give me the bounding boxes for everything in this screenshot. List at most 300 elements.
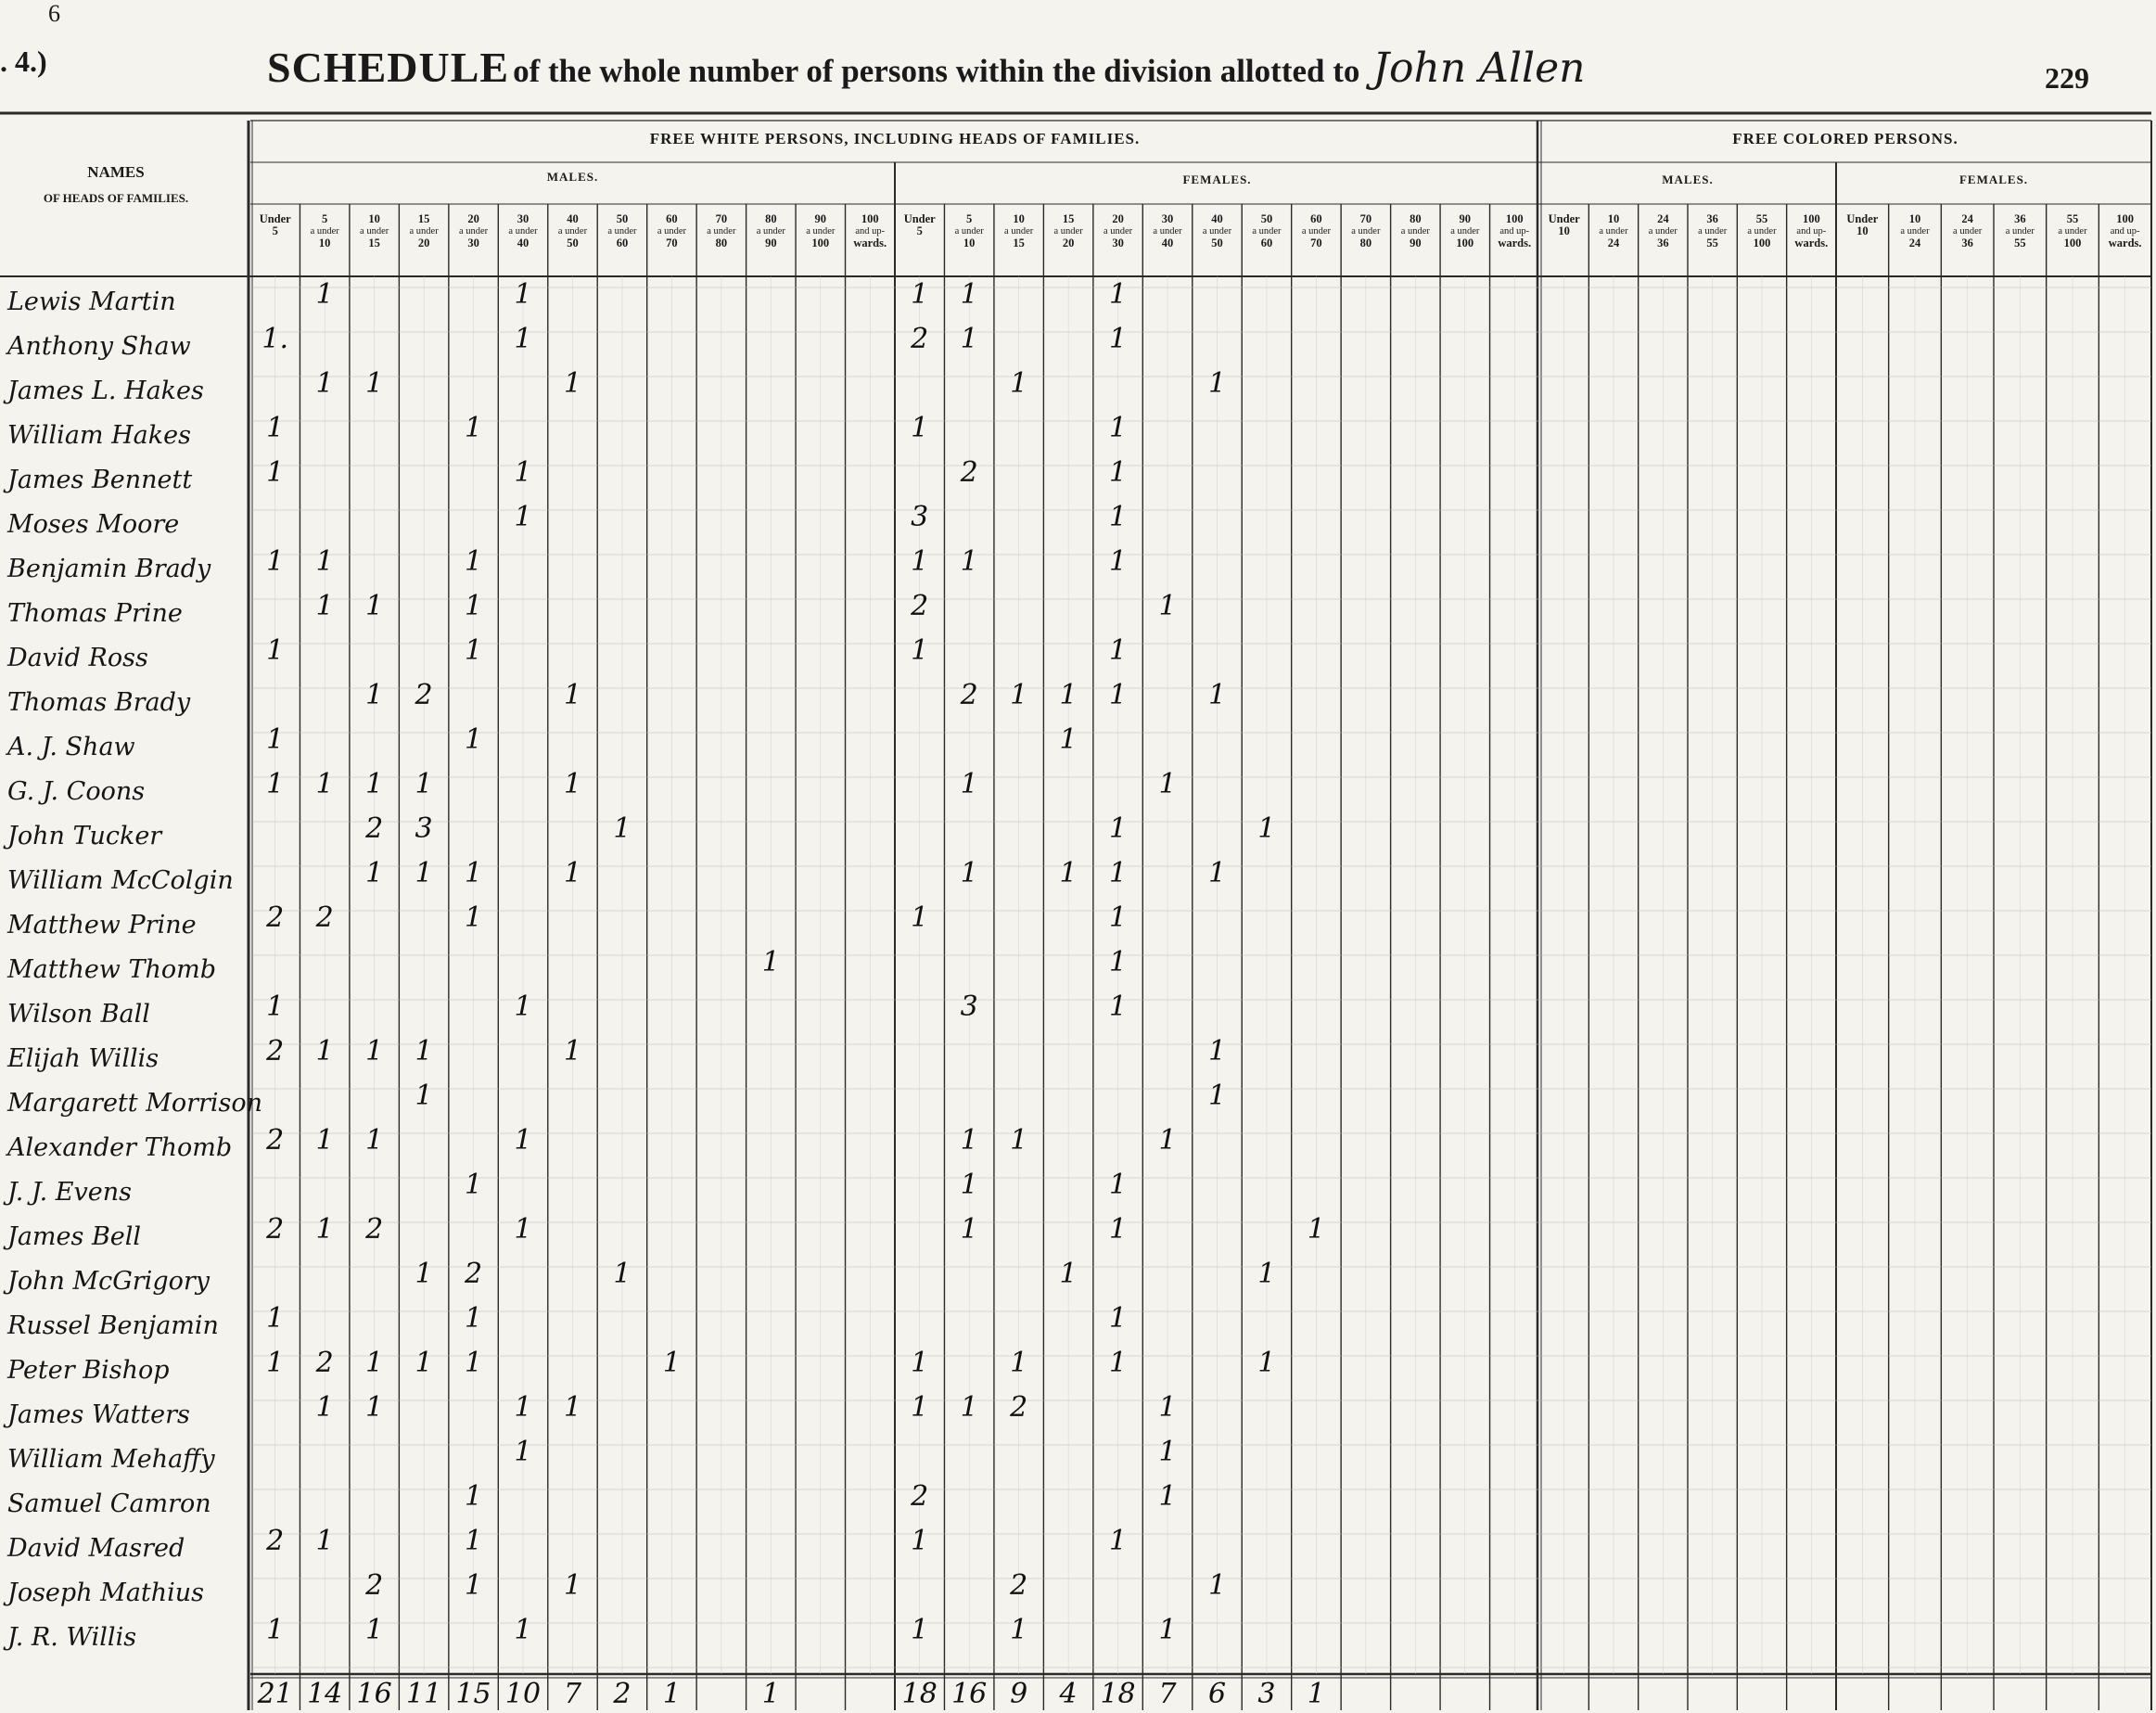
tally-cell: 1 <box>1109 412 1128 444</box>
tally-cell: 2 <box>1010 1391 1028 1424</box>
tally-cell: 1 <box>911 901 929 934</box>
head-of-family-name: David Ross <box>7 644 148 672</box>
total-cell: 7 <box>1158 1678 1177 1710</box>
tally-cell: 1 <box>1257 812 1276 845</box>
title-schedule: SCHEDULE <box>267 44 510 91</box>
free-white-heading: FREE WHITE PERSONS, INCLUDING HEADS OF FAMILIES. <box>649 130 1141 147</box>
tally-cell: 1 <box>465 412 483 444</box>
tally-cell: 1. <box>262 323 289 355</box>
tally-cell: 1 <box>1207 679 1227 711</box>
tally-cell: 1 <box>1307 1213 1325 1246</box>
age-column-heading-top: 5 <box>966 212 973 225</box>
age-column-heading <box>1093 213 1142 249</box>
tally-cell: 2 <box>266 1525 285 1557</box>
tally-cell: 1 <box>960 1391 978 1424</box>
age-column-heading-mid: a under <box>360 226 389 236</box>
tally-cell: 1 <box>514 1213 532 1246</box>
age-column-heading <box>1941 213 1994 249</box>
total-cell: 1 <box>1307 1678 1325 1710</box>
tally-cell: 1 <box>1109 501 1128 533</box>
page-title <box>267 43 1585 92</box>
tally-cell: 1 <box>613 812 631 845</box>
total-cell: 18 <box>901 1678 938 1710</box>
age-column-heading-bot: 30 <box>467 236 479 249</box>
tally-cell: 1 <box>1158 1124 1177 1157</box>
tally-cell: 1 <box>1158 1614 1177 1646</box>
tally-cell: 2 <box>911 1480 929 1513</box>
tally-cell: 1 <box>1207 1035 1227 1067</box>
age-column-heading <box>548 213 597 249</box>
age-column-heading-mid: a under <box>954 226 984 236</box>
tally-cell: 1 <box>465 1480 483 1513</box>
tally-cell: 1 <box>315 1391 334 1424</box>
age-column-heading-bot: 5 <box>916 224 923 237</box>
total-cell: 9 <box>1010 1678 1028 1710</box>
age-column-heading-mid: a under <box>1400 226 1430 236</box>
total-cell: 14 <box>307 1678 343 1710</box>
age-column-heading-mid: and up- <box>855 226 886 236</box>
age-column-heading <box>1836 213 1889 237</box>
age-column-heading <box>498 213 547 249</box>
age-column-heading <box>1539 213 1588 237</box>
tally-cell: 1 <box>514 1391 532 1424</box>
age-column-heading-top: 70 <box>715 212 728 225</box>
age-column-heading-bot: 90 <box>1410 236 1422 249</box>
age-column-heading-mid: a under <box>1747 226 1777 236</box>
age-column-heading <box>1787 213 1836 249</box>
tally-cell: 1 <box>266 991 285 1023</box>
tally-cell: 1 <box>514 1436 532 1468</box>
tally-cell: 3 <box>960 991 978 1023</box>
age-column-heading-mid: a under <box>458 226 489 236</box>
age-column-heading <box>1391 213 1440 249</box>
tally-cell: 1 <box>266 634 285 667</box>
age-column-heading <box>300 213 349 249</box>
head-of-family-name: Russel Benjamin <box>7 1311 219 1340</box>
marshal-signature: John Allen <box>1372 45 1586 92</box>
head-of-family-name: Lewis Martin <box>7 288 176 316</box>
age-column-heading <box>2099 213 2151 249</box>
head-of-family-name: James L. Hakes <box>7 377 204 405</box>
age-column-heading-top: 5 <box>322 212 328 225</box>
tally-cell: 1 <box>1109 1169 1128 1201</box>
head-of-family-name: Matthew Prine <box>7 911 197 940</box>
title-rest: of the whole number of persons within the division allotted to <box>513 53 1360 89</box>
age-column-heading-mid: a under <box>1698 226 1728 236</box>
age-column-heading-top: 40 <box>1211 212 1223 225</box>
age-column-heading-bot: wards. <box>2108 236 2142 249</box>
age-column-heading-bot: 10 <box>1856 224 1869 237</box>
tally-cell: 1 <box>911 545 929 578</box>
age-column-heading-top: 40 <box>567 212 579 225</box>
tally-cell: 1 <box>1109 1302 1128 1335</box>
tally-cell: 3 <box>415 812 433 845</box>
age-column-heading <box>1639 213 1688 249</box>
total-cell: 18 <box>1100 1678 1136 1710</box>
tally-cell: 1 <box>365 1124 384 1157</box>
age-column-heading-mid: a under <box>1103 226 1133 236</box>
age-column-heading <box>449 213 498 249</box>
tally-cell: 2 <box>365 1213 384 1246</box>
head-of-family-name: David Masred <box>7 1534 185 1563</box>
age-column-heading <box>796 213 845 249</box>
tally-cell: 1 <box>960 857 978 889</box>
tally-cell: 1 <box>315 1035 334 1067</box>
tally-cell: 1 <box>1109 1525 1128 1557</box>
tally-cell: 1 <box>563 367 582 400</box>
tally-cell: 1 <box>465 634 483 667</box>
names-heading: NAMES <box>87 163 145 181</box>
tally-cell: 1 <box>465 1169 483 1201</box>
age-column-heading-top: 100 <box>1505 212 1524 225</box>
age-column-heading-top: 24 <box>1961 212 1973 225</box>
tally-cell: 2 <box>911 323 929 355</box>
tally-cell: 1 <box>465 1347 483 1379</box>
age-column-heading-top: 60 <box>666 212 678 225</box>
age-column-heading <box>1588 213 1638 249</box>
age-column-heading <box>1440 213 1489 249</box>
age-column-heading-mid: a under <box>310 226 339 236</box>
tally-cell: 1 <box>1109 679 1128 711</box>
tally-cell: 1 <box>1207 1569 1227 1602</box>
total-cell: 21 <box>257 1678 293 1710</box>
age-column-heading-bot: 15 <box>1013 236 1025 249</box>
names-subheading: OF HEADS OF FAMILIES. <box>43 191 189 205</box>
tally-cell: 2 <box>266 1035 285 1067</box>
age-column-heading <box>1490 213 1539 249</box>
age-column-heading-top: 24 <box>1657 212 1669 225</box>
total-cell: 10 <box>504 1678 542 1710</box>
age-column-heading <box>597 213 646 249</box>
tally-cell: 1 <box>514 456 532 489</box>
tally-cell: 1 <box>315 1213 334 1246</box>
tally-cell: 1 <box>514 1124 532 1157</box>
age-column-heading-mid: a under <box>1301 226 1332 236</box>
total-cell: 16 <box>356 1678 392 1710</box>
tally-cell: 1 <box>960 545 978 578</box>
age-column-heading-bot: 5 <box>272 224 278 237</box>
tally-cell: 2 <box>315 901 334 934</box>
tally-cell: 1 <box>415 1035 433 1067</box>
age-column-heading-bot: 60 <box>616 236 629 249</box>
age-column-heading <box>1043 213 1092 249</box>
head-of-family-name: Elijah Willis <box>7 1044 159 1073</box>
head-of-family-name: J. R. Willis <box>7 1623 137 1652</box>
tally-cell: 1 <box>1109 1347 1128 1379</box>
tally-cell: 1 <box>266 1347 285 1379</box>
tally-cell: 1 <box>1059 857 1078 889</box>
age-column-heading-bot: 20 <box>1062 236 1075 249</box>
tally-cell: 1 <box>960 768 978 800</box>
tally-cell: 1 <box>1010 679 1028 711</box>
tally-cell: 2 <box>415 679 433 711</box>
age-column-heading <box>944 213 993 249</box>
head-of-family-name: William McColgin <box>7 866 234 895</box>
tally-cell: 1 <box>960 1124 978 1157</box>
white-males-heading: MALES. <box>546 170 599 184</box>
age-column-heading-bot: 50 <box>1211 236 1223 249</box>
age-column-heading-top: 100 <box>2116 212 2135 225</box>
age-column-heading-bot: wards. <box>1794 236 1829 249</box>
tally-cell: 1 <box>315 590 334 622</box>
tally-cell: 1 <box>1010 1124 1028 1157</box>
age-column-heading <box>1341 213 1390 249</box>
tally-cell: 1 <box>514 278 532 311</box>
age-column-heading-mid: a under <box>1053 226 1083 236</box>
tally-cell: 1 <box>1109 901 1128 934</box>
tally-cell: 1 <box>465 1569 483 1602</box>
age-column-heading-top: 10 <box>1908 212 1921 225</box>
tally-cell: 1 <box>563 1035 582 1067</box>
tally-cell: 1 <box>911 634 929 667</box>
age-column-heading-mid: a under <box>1004 226 1034 236</box>
white-females-heading: FEMALES. <box>1182 173 1252 186</box>
age-column-heading-mid: a under <box>607 226 637 236</box>
head-of-family-name: John McGrigory <box>7 1267 210 1296</box>
tally-cell: 1 <box>1158 1436 1177 1468</box>
head-of-family-name: Moses Moore <box>7 510 180 539</box>
age-column-heading-top: 55 <box>2066 212 2079 225</box>
tally-cell: 1 <box>1158 768 1177 800</box>
age-column-heading-mid: a under <box>1953 226 1983 236</box>
age-column-heading-bot: 100 <box>2063 236 2082 249</box>
tally-cell: 1 <box>1257 1347 1276 1379</box>
tally-cell: 1 <box>960 1169 978 1201</box>
age-column-heading-bot: 100 <box>1753 236 1771 249</box>
tally-cell: 1 <box>315 1124 334 1157</box>
age-column-heading-top: 10 <box>1607 212 1620 225</box>
head-of-family-name: William Hakes <box>7 421 191 450</box>
tally-cell: 3 <box>911 501 929 533</box>
tally-cell: 1 <box>563 1569 582 1602</box>
free-colored-heading: FREE COLORED PERSONS. <box>1732 130 1958 147</box>
age-column-heading-top: 20 <box>1112 212 1124 225</box>
age-column-heading <box>1142 213 1192 249</box>
age-column-heading <box>1292 213 1341 249</box>
age-column-heading-bot: wards. <box>853 236 887 249</box>
tally-cell: 1 <box>613 1258 631 1290</box>
tally-cell: 1 <box>1059 679 1078 711</box>
age-column-heading-bot: 36 <box>1961 236 1973 249</box>
age-column-heading-top: 90 <box>1459 212 1472 225</box>
age-column-heading-top: 10 <box>368 212 380 225</box>
head-of-family-name: A. J. Shaw <box>7 733 135 761</box>
total-cell: 2 <box>613 1678 631 1710</box>
age-column-heading <box>1193 213 1242 249</box>
tally-cell: 1 <box>266 545 285 578</box>
tally-cell: 1 <box>365 679 384 711</box>
age-column-heading-mid: a under <box>707 226 736 236</box>
tally-cell: 1 <box>1207 367 1227 400</box>
age-column-heading <box>1688 213 1737 249</box>
tally-cell: 1 <box>365 1035 384 1067</box>
tally-cell: 1 <box>761 946 780 978</box>
tally-cell: 1 <box>1158 1391 1177 1424</box>
total-cell: 6 <box>1207 1678 1227 1710</box>
tally-cell: 1 <box>365 1391 384 1424</box>
age-column-heading-mid: and up- <box>1796 226 1827 236</box>
age-column-heading-mid: a under <box>806 226 836 236</box>
age-column-heading-mid: a under <box>657 226 687 236</box>
tally-cell: 1 <box>465 1525 483 1557</box>
age-column-heading-top: 30 <box>517 212 529 225</box>
tally-cell: 2 <box>911 590 929 622</box>
tally-cell: 1 <box>1010 1347 1028 1379</box>
tally-cell: 1 <box>1109 946 1128 978</box>
tally-cell: 2 <box>365 1569 384 1602</box>
head-of-family-name: Alexander Thomb <box>7 1133 233 1162</box>
tally-cell: 2 <box>465 1258 483 1290</box>
tally-cell: 1 <box>911 278 929 311</box>
age-column-heading-bot: 70 <box>1310 236 1322 249</box>
tally-cell: 1 <box>563 679 582 711</box>
tally-cell: 1 <box>1109 456 1128 489</box>
tally-cell: 1 <box>1109 1213 1128 1246</box>
tally-cell: 1 <box>415 1258 433 1290</box>
tally-cell: 1 <box>563 768 582 800</box>
age-column-heading-bot: 10 <box>318 236 331 249</box>
tally-cell: 1 <box>315 367 334 400</box>
age-column-heading-bot: 40 <box>517 236 529 249</box>
age-column-heading-mid: a under <box>756 226 785 236</box>
head-of-family-name: J. J. Evens <box>7 1178 132 1207</box>
age-column-heading-bot: 55 <box>1706 236 1718 249</box>
tally-cell: 1 <box>465 1302 483 1335</box>
tally-cell: 2 <box>960 679 978 711</box>
age-column-heading-bot: 100 <box>811 236 830 249</box>
total-cell: 1 <box>761 1678 780 1710</box>
tally-cell: 1 <box>365 367 384 400</box>
age-column-heading-top: 15 <box>417 212 430 225</box>
tally-cell: 1 <box>1207 857 1227 889</box>
tally-cell: 1 <box>514 991 532 1023</box>
corner-mark: 6 <box>48 0 60 27</box>
age-column-heading-top: 20 <box>467 212 479 225</box>
tally-cell: 1 <box>1109 991 1128 1023</box>
age-column-heading-bot: 24 <box>1908 236 1921 249</box>
total-cell: 4 <box>1059 1678 1078 1710</box>
tally-cell: 1 <box>415 1347 433 1379</box>
head-of-family-name: William Mehaffy <box>7 1445 215 1474</box>
head-of-family-name: Peter Bishop <box>7 1356 170 1385</box>
tally-cell: 2 <box>266 901 285 934</box>
age-column-heading-mid: a under <box>1153 226 1182 236</box>
age-column-heading <box>696 213 746 249</box>
age-column-heading-bot: 70 <box>666 236 678 249</box>
age-column-heading-top: 100 <box>1802 212 1820 225</box>
age-column-heading-mid: a under <box>2005 226 2035 236</box>
tally-cell: 2 <box>960 456 978 489</box>
tally-cell: 1 <box>1109 545 1128 578</box>
age-column-heading <box>1242 213 1291 249</box>
left-fragment: . 4.) <box>0 45 47 78</box>
total-cell: 7 <box>563 1678 582 1710</box>
age-column-heading <box>994 213 1043 249</box>
tally-cell: 1 <box>1109 634 1128 667</box>
tally-cell: 1 <box>365 768 384 800</box>
colored-males-heading: MALES. <box>1662 173 1714 186</box>
age-column-heading-top: 100 <box>861 212 879 225</box>
total-cell: 3 <box>1257 1678 1276 1710</box>
tally-cell: 1 <box>365 590 384 622</box>
age-column-heading-mid: and up- <box>2110 226 2140 236</box>
tally-cell: 1 <box>315 1525 334 1557</box>
tally-cell: 1 <box>960 278 978 311</box>
tally-cell: 1 <box>266 723 285 756</box>
age-column-heading-bot: 90 <box>765 236 777 249</box>
tally-cell: 2 <box>1010 1569 1028 1602</box>
age-column-heading-mid: a under <box>409 226 439 236</box>
age-column-heading-mid: a under <box>1351 226 1381 236</box>
age-column-heading-top: Under <box>1846 212 1879 225</box>
tally-cell: 1 <box>1257 1258 1276 1290</box>
tally-cell: 1 <box>563 1391 582 1424</box>
tally-cell: 1 <box>911 1614 929 1646</box>
tally-cell: 1 <box>465 901 483 934</box>
age-column-heading-mid: a under <box>1599 226 1628 236</box>
head-of-family-name: Anthony Shaw <box>7 332 191 361</box>
tally-cell: 1 <box>1109 278 1128 311</box>
head-of-family-name: John Tucker <box>7 822 162 850</box>
age-column-heading-bot: 30 <box>1112 236 1124 249</box>
age-column-heading-mid: a under <box>557 226 588 236</box>
age-column-heading-bot: 24 <box>1607 236 1620 249</box>
age-column-heading-mid: a under <box>1202 226 1232 236</box>
age-column-heading <box>895 213 944 237</box>
tally-cell: 1 <box>266 456 285 489</box>
tally-cell: 1 <box>1109 323 1128 355</box>
tally-cell: 1 <box>266 768 285 800</box>
age-column-heading-top: 55 <box>1755 212 1768 225</box>
tally-cell: 1 <box>514 501 532 533</box>
tally-cell: 1 <box>1010 1614 1028 1646</box>
tally-cell: 1 <box>514 1614 532 1646</box>
age-column-heading-bot: 80 <box>1359 236 1372 249</box>
age-column-heading <box>350 213 399 249</box>
age-column-heading-bot: 15 <box>368 236 380 249</box>
age-column-heading-mid: a under <box>508 226 538 236</box>
age-column-heading-mid: a under <box>1648 226 1678 236</box>
tally-cell: 2 <box>365 812 384 845</box>
head-of-family-name: Matthew Thomb <box>7 955 217 984</box>
age-column-heading-bot: 80 <box>715 236 728 249</box>
tally-cell: 1 <box>465 723 483 756</box>
age-column-heading-bot: 20 <box>417 236 430 249</box>
tally-cell: 1 <box>315 768 334 800</box>
page-number: 229 <box>2045 61 2089 95</box>
age-column-heading-bot: 55 <box>2014 236 2026 249</box>
tally-cell: 1 <box>1010 367 1028 400</box>
total-cell: 15 <box>455 1678 491 1710</box>
tally-cell: 1 <box>960 323 978 355</box>
tally-cell: 1 <box>315 545 334 578</box>
age-column-heading-top: 36 <box>1706 212 1718 225</box>
age-column-heading-top: 90 <box>814 212 827 225</box>
head-of-family-name: Samuel Camron <box>7 1489 211 1518</box>
head-of-family-name: Benjamin Brady <box>7 555 211 583</box>
age-column-heading-top: 50 <box>616 212 629 225</box>
tally-cell: 1 <box>1109 857 1128 889</box>
tally-cell: 1 <box>662 1347 681 1379</box>
age-column-heading-mid: a under <box>1900 226 1930 236</box>
age-column-heading-top: Under <box>259 212 291 225</box>
age-column-heading-bot: 50 <box>567 236 579 249</box>
tally-cell: 1 <box>266 412 285 444</box>
age-column-heading-mid: a under <box>1450 226 1480 236</box>
tally-cell: 1 <box>911 1347 929 1379</box>
head-of-family-name: Margarett Morrison <box>7 1089 263 1118</box>
tally-cell: 1 <box>365 857 384 889</box>
